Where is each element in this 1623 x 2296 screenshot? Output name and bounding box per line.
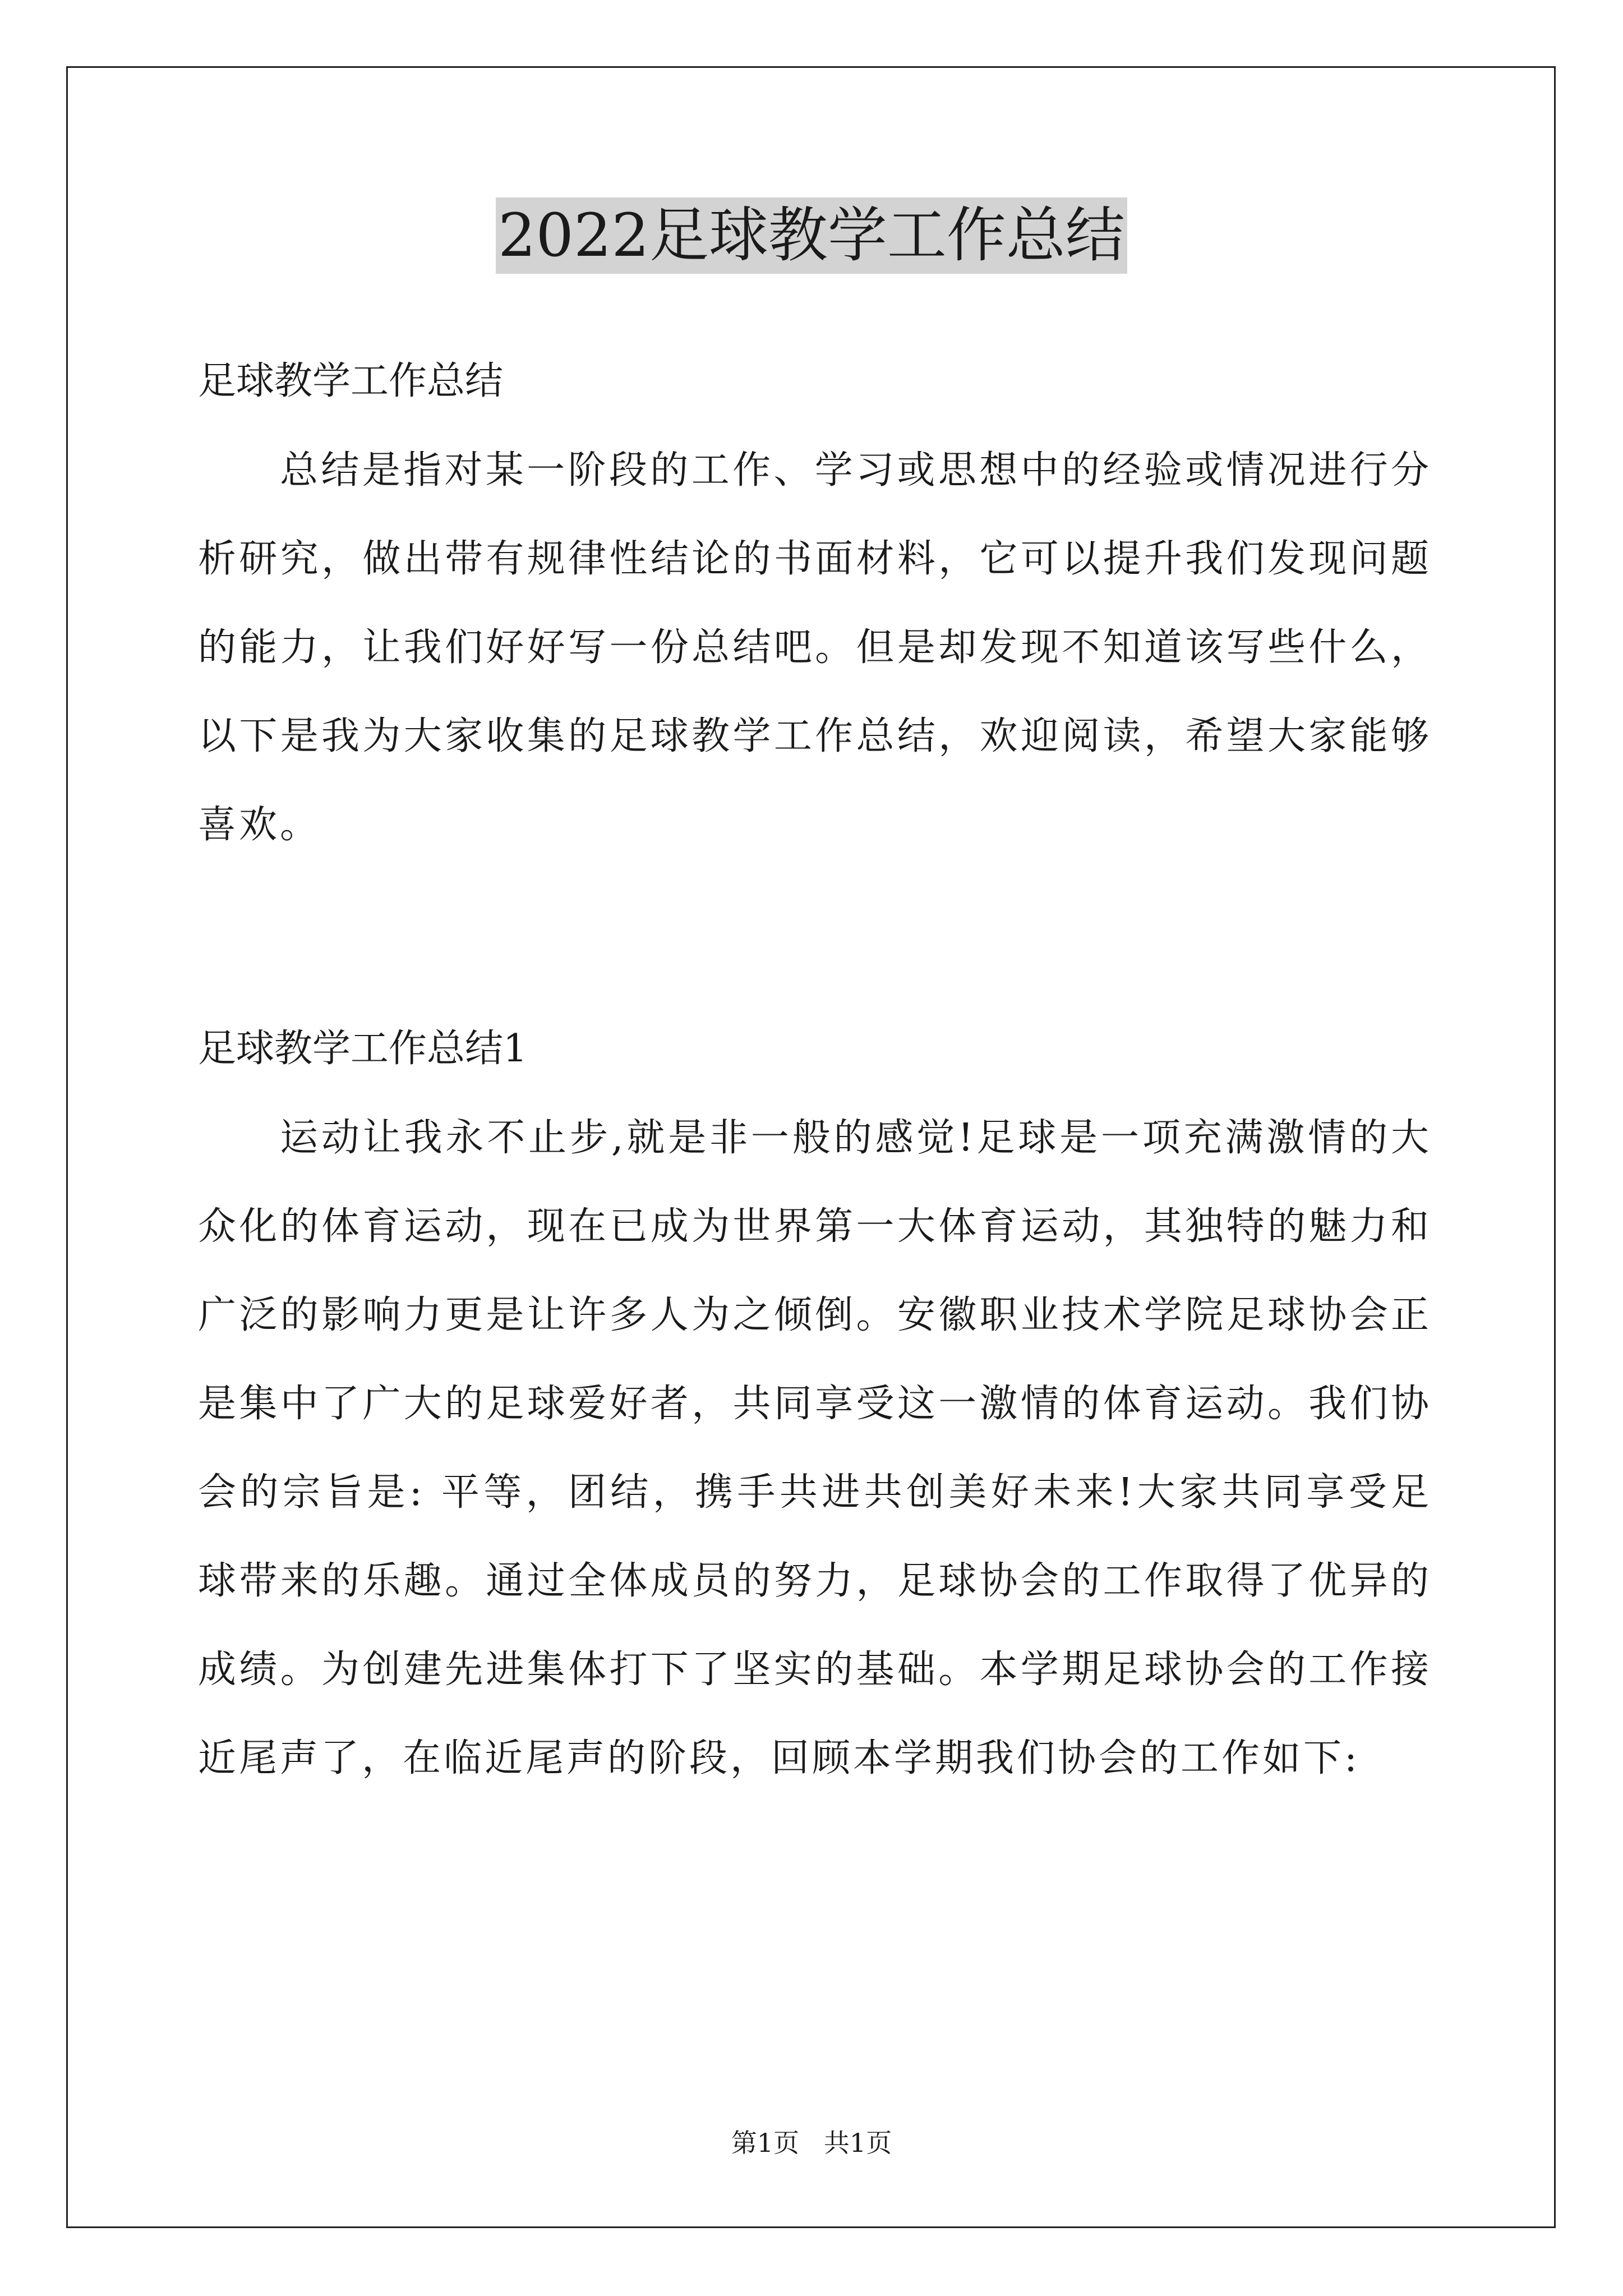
- subtitle-heading: 足球教学工作总结: [198, 359, 504, 403]
- section-spacer: [198, 869, 1432, 1010]
- section-paragraph: 运动让我永不止步,就是非一般的感觉!足球是一项充满激情的大众化的体育运动，现在已成为世界第一大体育运动，其独特的魅力和广泛的影响力更是让许多人为之倾倒。安徽职业技术学院足球协会正是集中了广大的足球爱好者，共同享受这一激情的体育运动。我们协会的宗旨是: 平等，团结，携手共进共创美好未来!大家共同享受足球带来的乐趣。通过全体成员的努力，足球协会的工作取得了优异的成绩。为创建先进集体打下了坚实的基础。本学期足球协会的工作接近尾声了，在临近尾声的阶段，回顾本学期我们协会的工作如下:: [198, 1116, 1432, 1780]
- document-body: [198, 342, 1432, 1803]
- section-heading: 足球教学工作总结1: [198, 1027, 528, 1071]
- intro-paragraph: 总结是指对某一阶段的工作、学习或思想中的经验或情况进行分析研究，做出带有规律性结论的书面材料，它可以提升我们发现问题的能力，让我们好好写一份总结吧。但是却发现不知道该写些什么，以下是我为大家收集的足球教学工作总结，欢迎阅读，希望大家能够喜欢。: [198, 448, 1432, 847]
- page-footer: 第1页 共1页: [731, 2128, 892, 2158]
- document-title: 2022足球教学工作总结: [496, 197, 1127, 274]
- title-container: [0, 197, 1623, 274]
